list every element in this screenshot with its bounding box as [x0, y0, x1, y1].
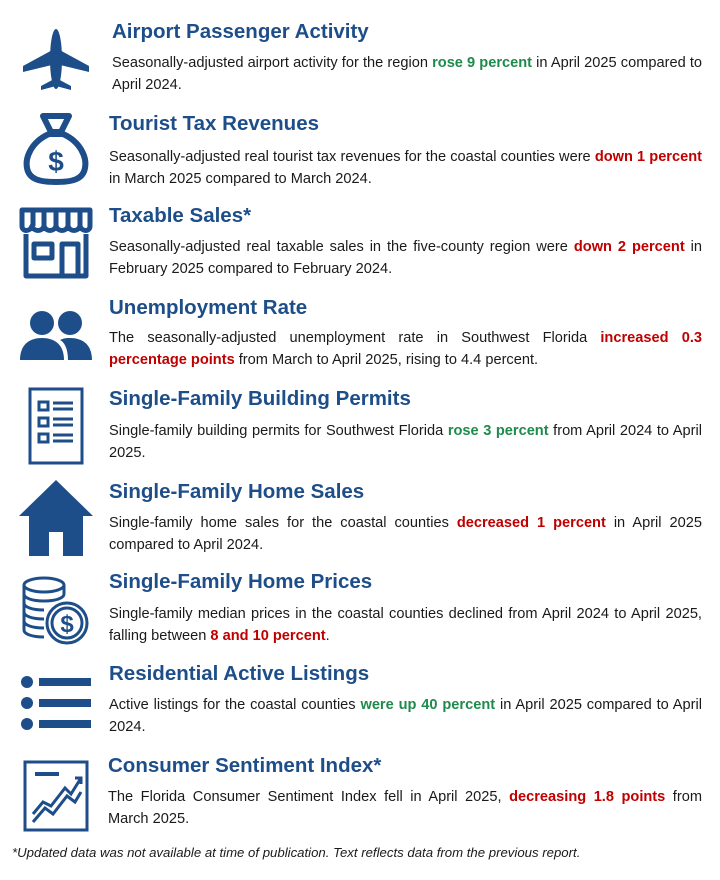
money-bag-icon	[14, 112, 98, 186]
text-post: from March 2025.	[108, 789, 702, 827]
storefront-icon	[14, 206, 98, 280]
svg-text:$: $	[48, 146, 64, 177]
text-pre: Single-family building permits for Southwest Florida	[109, 423, 448, 439]
highlight-change: decreased 1 percent	[456, 515, 606, 531]
highlight-change: rose 3 percent	[447, 423, 549, 439]
indicator-text	[109, 603, 702, 647]
trend-chart-icon	[14, 758, 98, 834]
text-post: from April 2024 to April 2025.	[109, 423, 702, 461]
highlight-change: down 2 percent	[573, 239, 685, 255]
text-pre: Single-family home sales for the coastal counties	[109, 515, 457, 531]
indicator-text	[109, 420, 702, 464]
svg-text:$: $	[60, 611, 74, 638]
airplane-icon	[14, 26, 98, 92]
text-pre: Seasonally-adjusted real taxable sales in the five-county region were	[109, 239, 574, 255]
indicator-text	[112, 52, 702, 96]
text-pre: The Florida Consumer Sentiment Index fell in April 2025,	[108, 789, 510, 805]
indicator-taxable-sales	[0, 184, 720, 276]
text-post: in April 2025 compared to April 2024.	[112, 55, 702, 93]
text-pre: Active listings for the coastal counties	[109, 697, 361, 713]
highlight-change: decreasing 1.8 points	[509, 789, 666, 805]
highlight-change: down 1 percent	[594, 149, 702, 165]
indicator-unemployment	[0, 276, 720, 368]
text-pre: Seasonally-adjusted real tourist tax revenues for the coastal counties were	[109, 149, 595, 165]
indicator-text	[109, 236, 702, 280]
indicator-home-sales	[0, 460, 720, 552]
highlight-change: rose 9 percent	[432, 55, 533, 71]
indicator-title: Unemployment Rate	[109, 296, 308, 319]
highlight-change: increased 0.3 percentage points	[109, 330, 702, 368]
coins-icon	[14, 576, 98, 646]
text-post: from March to April 2025, rising to 4.4 percent.	[234, 352, 539, 368]
indicator-airport	[0, 0, 720, 92]
indicator-title: Taxable Sales*	[109, 204, 252, 227]
text-post: in April 2025 compared to April 2024.	[109, 515, 702, 553]
text-pre: Seasonally-adjusted airport activity for the region	[112, 55, 433, 71]
indicator-title: Airport Passenger Activity	[112, 20, 369, 43]
indicator-text	[109, 512, 702, 556]
footnote: *Updated data was not available at time of publication. Text reflects data from the previous report.	[12, 845, 581, 860]
indicator-building-permits	[0, 368, 720, 460]
highlight-change: were up 40 percent	[360, 697, 496, 713]
text-post: in April 2025 compared to April 2024.	[109, 697, 702, 735]
indicator-title: Residential Active Listings	[109, 662, 370, 685]
indicator-title: Single-Family Home Prices	[109, 570, 373, 593]
text-pre: Single-family median prices in the coastal counties declined from April 2024 to April 2025, falling between	[109, 606, 702, 644]
text-post: .	[325, 628, 330, 644]
indicator-title: Consumer Sentiment Index*	[108, 754, 382, 777]
indicator-home-prices	[0, 552, 720, 644]
list-icon	[14, 674, 98, 732]
indicator-tourist-tax	[0, 92, 720, 187]
house-icon	[14, 478, 98, 558]
indicator-text	[108, 786, 702, 830]
indicator-active-listings	[0, 644, 720, 736]
people-icon	[14, 310, 98, 360]
text-pre: The seasonally-adjusted unemployment rate in Southwest Florida	[109, 330, 601, 346]
indicator-title: Single-Family Home Sales	[109, 480, 365, 503]
indicator-text	[109, 327, 702, 371]
checklist-icon	[14, 386, 98, 466]
indicator-title: Tourist Tax Revenues	[109, 112, 319, 135]
indicator-consumer-sentiment	[0, 736, 720, 828]
indicator-text	[109, 694, 702, 738]
text-post: in February 2025 compared to February 2024.	[109, 239, 702, 277]
indicator-title: Single-Family Building Permits	[109, 387, 411, 410]
text-post: in March 2025 compared to March 2024.	[109, 171, 372, 187]
highlight-change: 8 and 10 percent	[210, 628, 326, 644]
